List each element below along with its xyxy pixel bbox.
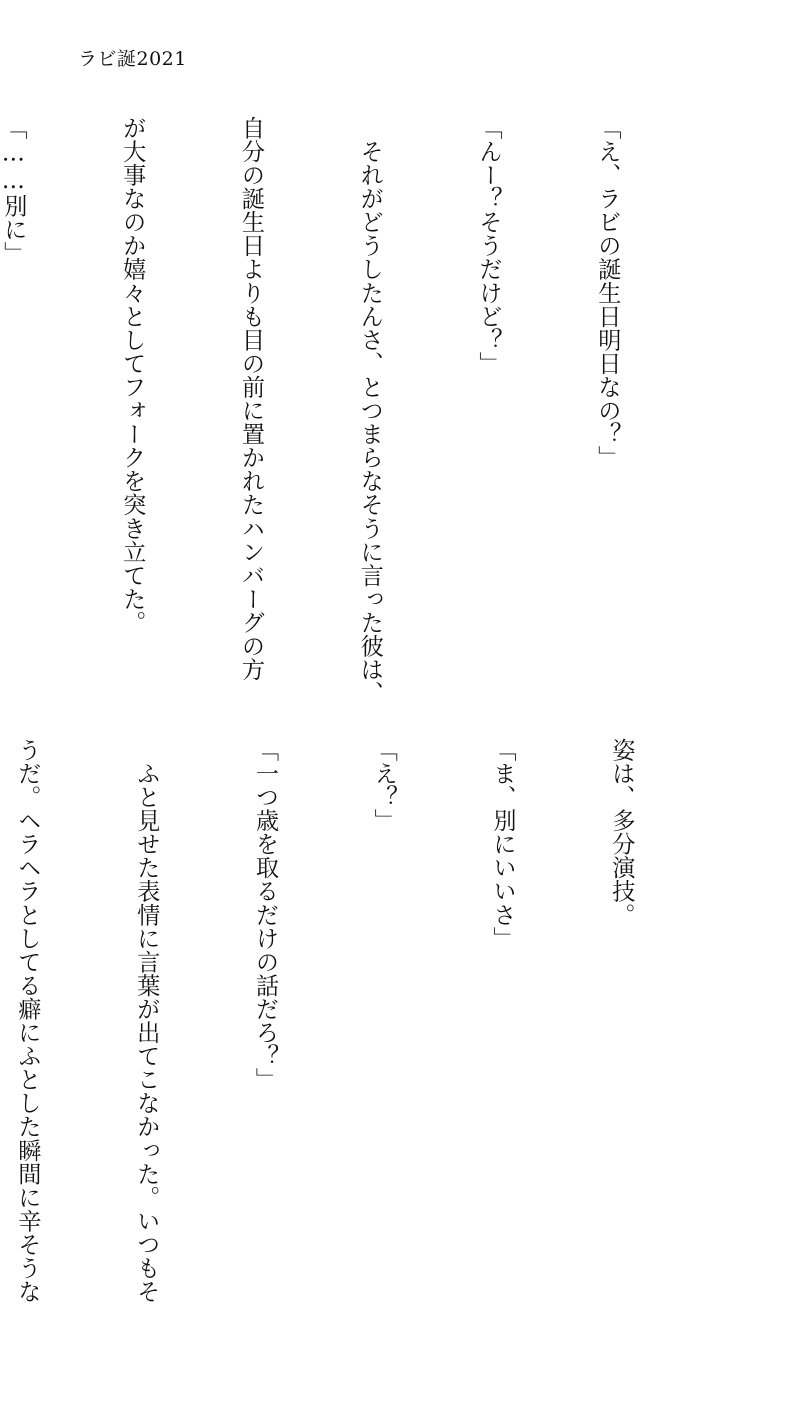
text-line: 「んー？そうだけど？」 xyxy=(475,116,503,376)
text-line: 「え、ラビの誕生日明日なの？」 xyxy=(593,116,621,470)
text-line: 自分の誕生日よりも目の前に置かれたハンバーグの方 xyxy=(237,116,265,682)
text-block-top xyxy=(0,116,706,706)
text-line: 「ま、別にいいさ」 xyxy=(489,738,517,950)
page-header-title: ラビ誕2021 xyxy=(78,48,187,70)
text-block-bottom xyxy=(13,738,720,1338)
text-line: が大事なのか嬉々としてフォークを突き立てた。 xyxy=(118,116,146,635)
text-line: うだ。ヘラヘラとしてる癖にふとした瞬間に辛そうな xyxy=(13,738,41,1304)
text-line: 「……別に」 xyxy=(0,116,27,265)
text-line: 「え？」 xyxy=(370,738,398,833)
text-line: それがどうしたんさ、とつまらなそうに言った彼は、 xyxy=(356,116,384,705)
text-line: 姿は、多分演技。 xyxy=(607,738,635,927)
text-line: 「一つ歳を取るだけの話だろ？」 xyxy=(251,738,279,1092)
text-line: ふと見せた表情に言葉が出てこなかった。いつもそ xyxy=(132,738,160,1304)
